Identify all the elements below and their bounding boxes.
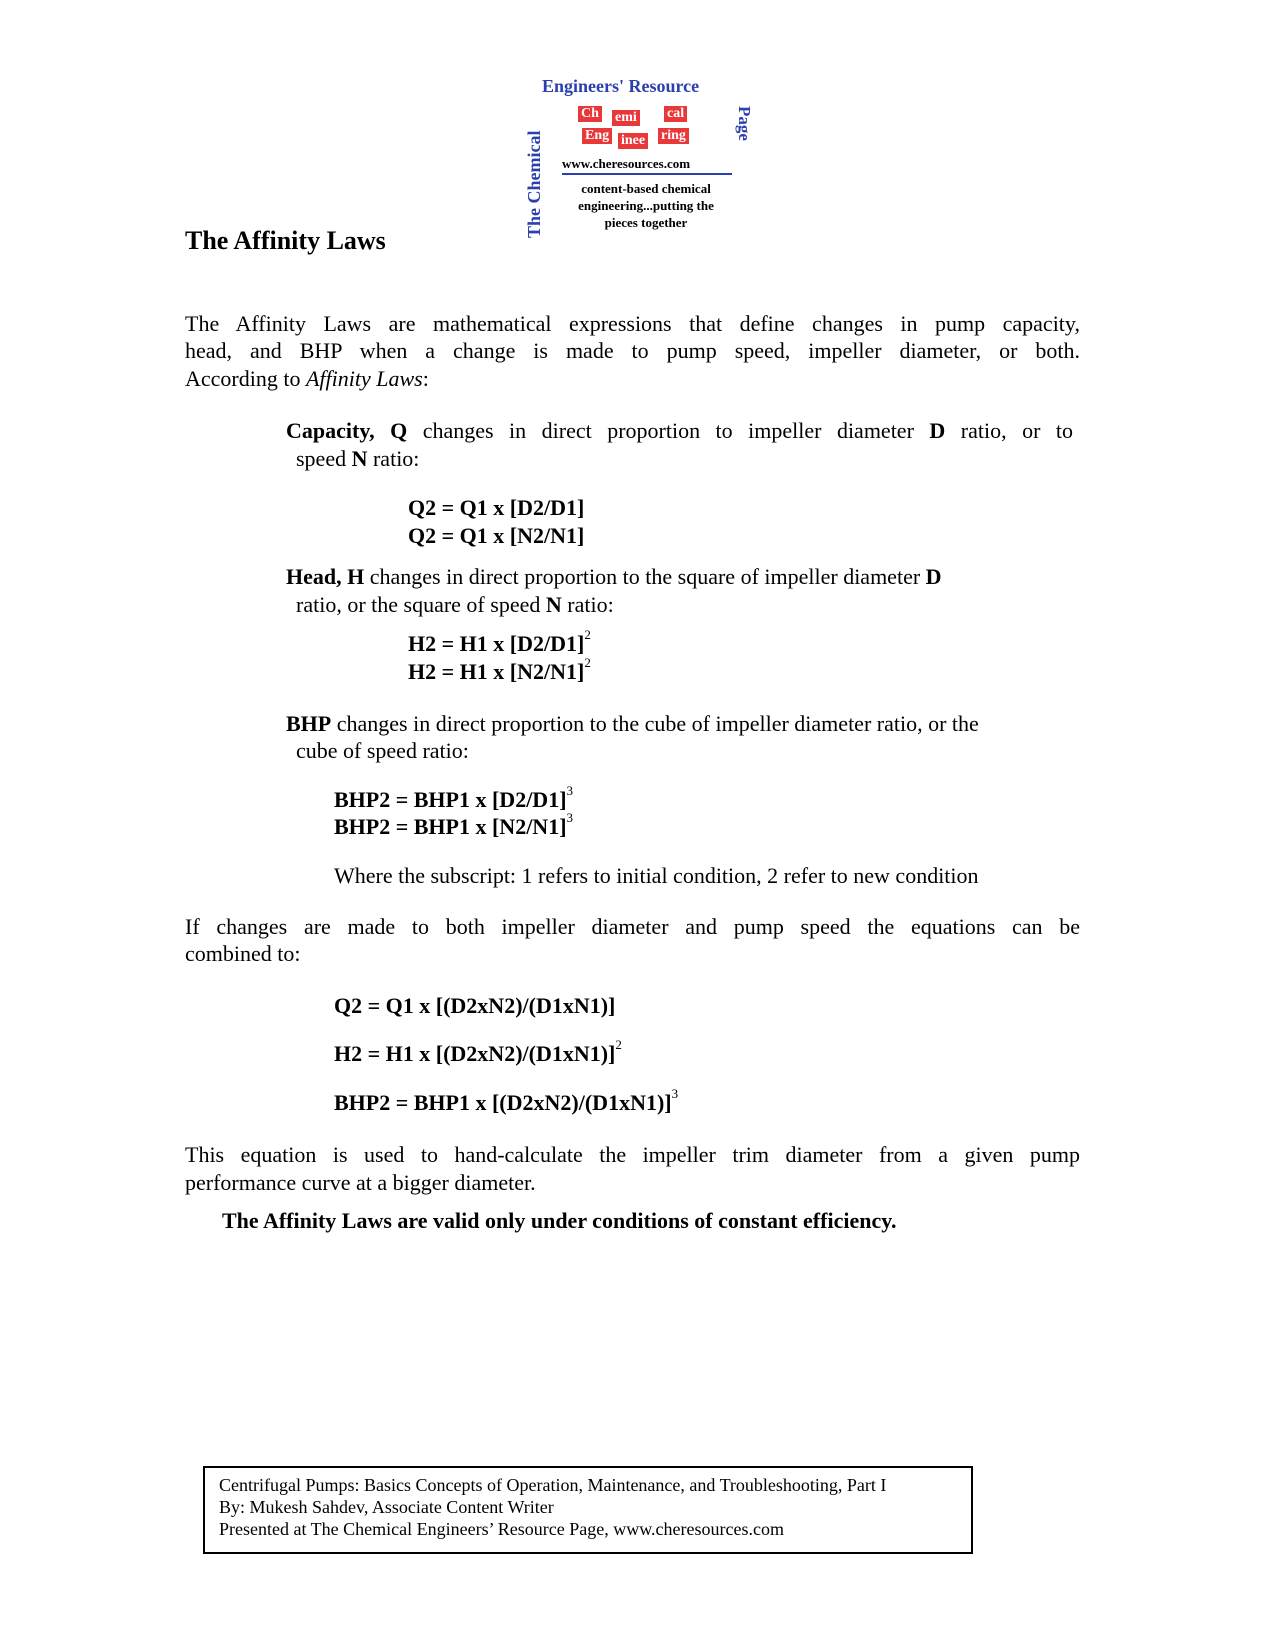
logo-block: cal bbox=[664, 106, 687, 122]
bhp-line-2: cube of speed ratio: bbox=[296, 738, 469, 763]
logo-tagline-line: pieces together bbox=[604, 215, 688, 230]
head-d: D bbox=[925, 564, 942, 589]
logo-top-text: Engineers' Resource bbox=[542, 76, 700, 96]
logo-tagline-line: content-based chemical bbox=[581, 181, 711, 196]
combined-h-equation bbox=[334, 1037, 622, 1067]
equation-text: H2 = H1 x [D2/D1] bbox=[408, 631, 585, 656]
capacity-line-2 bbox=[296, 446, 419, 472]
footer-line: Centrifugal Pumps: Basics Concepts of Operation, Maintenance, and Troubleshooting, Part I bbox=[219, 1475, 887, 1495]
logo-tagline-line: engineering...putting the bbox=[578, 198, 714, 213]
logo-side-right-text: Page bbox=[735, 106, 754, 141]
capacity-label: Capacity, Q bbox=[286, 418, 408, 443]
equation-text: H2 = H1 x [N2/N1] bbox=[408, 659, 585, 684]
footer-box bbox=[203, 1466, 973, 1554]
combined-line-2: combined to: bbox=[185, 941, 301, 966]
logo-block: ring bbox=[658, 128, 689, 144]
head-line-2 bbox=[296, 592, 614, 618]
capacity-n: N bbox=[351, 446, 368, 471]
logo-url: www.cheresources.com bbox=[562, 156, 691, 171]
head-line-1 bbox=[286, 564, 1073, 590]
equation-text: BHP2 = BHP1 x [N2/N1] bbox=[334, 814, 567, 839]
exponent: 2 bbox=[615, 1037, 622, 1052]
intro-italic-term: Affinity Laws bbox=[305, 366, 423, 391]
head-equation-1 bbox=[408, 627, 591, 657]
exponent: 3 bbox=[671, 1086, 679, 1101]
bhp-equation-2 bbox=[334, 810, 574, 840]
capacity-line-1 bbox=[286, 418, 1073, 444]
capacity-equation-2: Q2 = Q1 x [N2/N1] bbox=[408, 523, 585, 548]
logo-tagline bbox=[556, 180, 736, 231]
equation-text: BHP2 = BHP1 x [D2/D1] bbox=[334, 787, 567, 812]
bhp-text: changes in direct proportion to the cube of impeller diameter ratio, or the bbox=[331, 711, 979, 736]
intro-line-2: head, and BHP when a change is made to pump speed, impeller diameter, or both. bbox=[185, 338, 1080, 363]
efficiency-note: The Affinity Laws are valid only under conditions of constant efficiency. bbox=[222, 1208, 897, 1233]
exponent: 2 bbox=[584, 655, 591, 670]
logo-block: Eng bbox=[582, 128, 612, 144]
head-n: N bbox=[545, 592, 562, 617]
bhp-label: BHP bbox=[286, 711, 332, 736]
intro-line-3 bbox=[185, 366, 429, 392]
logo-puzzle-blocks bbox=[578, 106, 708, 148]
page-title: The Affinity Laws bbox=[185, 226, 386, 255]
logo-block: inee bbox=[618, 133, 648, 149]
trim-line-1: This equation is used to hand-calculate the impeller trim diameter from a given pump bbox=[185, 1142, 1080, 1167]
logo-block: Ch bbox=[578, 106, 602, 122]
site-logo bbox=[524, 72, 754, 242]
logo-divider bbox=[562, 173, 732, 175]
capacity-text: ratio, or to bbox=[945, 418, 1073, 443]
combined-bhp-equation bbox=[334, 1086, 679, 1116]
logo-side-left-text: The Chemical bbox=[524, 130, 544, 238]
combined-q-equation: Q2 = Q1 x [(D2xN2)/(D1xN1)] bbox=[334, 993, 616, 1018]
intro-line-1: The Affinity Laws are mathematical expressions that define changes in pump capacity, bbox=[185, 311, 1080, 336]
exponent: 3 bbox=[566, 783, 574, 798]
head-equation-2 bbox=[408, 655, 591, 685]
capacity-text: speed bbox=[296, 446, 352, 471]
bhp-equation-1 bbox=[334, 783, 574, 813]
exponent: 3 bbox=[566, 810, 574, 825]
capacity-d: D bbox=[929, 418, 946, 443]
head-text: ratio: bbox=[561, 592, 614, 617]
logo-block: emi bbox=[612, 110, 640, 126]
exponent: 2 bbox=[584, 627, 591, 642]
equation-text: BHP2 = BHP1 x [(D2xN2)/(D1xN1)] bbox=[334, 1090, 672, 1115]
footer-line: By: Mukesh Sahdev, Associate Content Writer bbox=[219, 1497, 554, 1517]
combined-line-1: If changes are made to both impeller diameter and pump speed the equations can be bbox=[185, 914, 1080, 939]
head-text: changes in direct proportion to the square of impeller diameter bbox=[364, 564, 926, 589]
head-text: ratio, or the square of speed bbox=[296, 592, 546, 617]
footer-line: Presented at The Chemical Engineers’ Resource Page, www.cheresources.com bbox=[219, 1519, 784, 1539]
subscript-note: Where the subscript: 1 refers to initial condition, 2 refer to new condition bbox=[334, 863, 979, 888]
trim-line-2: performance curve at a bigger diameter. bbox=[185, 1170, 536, 1195]
head-label: Head, H bbox=[286, 564, 365, 589]
equation-text: H2 = H1 x [(D2xN2)/(D1xN1)] bbox=[334, 1041, 616, 1066]
capacity-text: changes in direct proportion to impeller diameter bbox=[407, 418, 930, 443]
intro-text: According to bbox=[185, 366, 306, 391]
capacity-equation-1: Q2 = Q1 x [D2/D1] bbox=[408, 495, 585, 520]
capacity-text: ratio: bbox=[367, 446, 420, 471]
bhp-line-1 bbox=[286, 711, 979, 737]
intro-text: : bbox=[422, 366, 429, 391]
